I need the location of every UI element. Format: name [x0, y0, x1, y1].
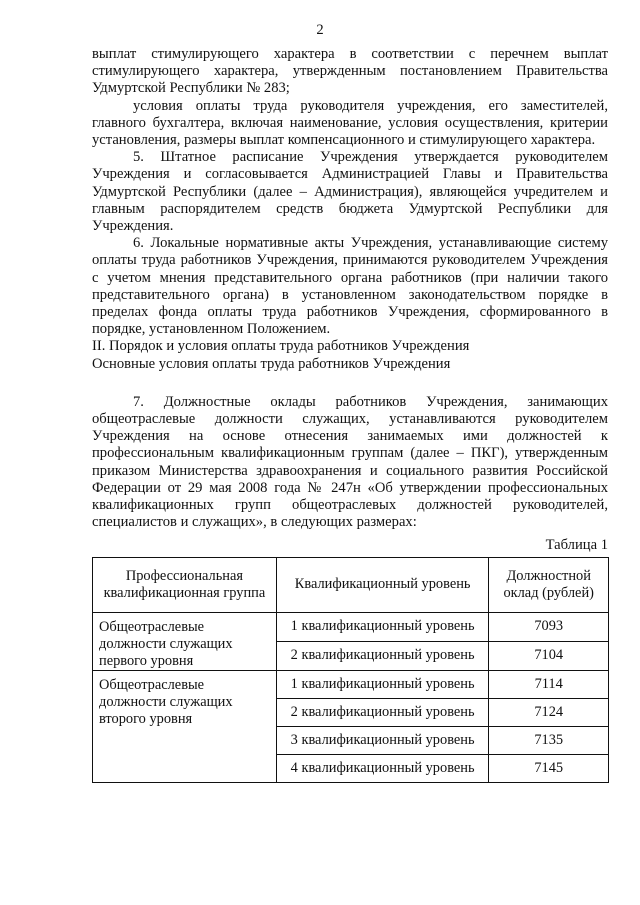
section-heading: II. Порядок и условия оплаты труда работников Учреждения: [92, 338, 470, 355]
page-number: 2: [316, 22, 324, 38]
table-header-row: [93, 557, 609, 612]
table-row: [93, 670, 609, 698]
level-cell: 2 квалификационный уровень: [276, 698, 489, 726]
paragraph-6: 6. Локальные нормативные акты Учреждения, устанавливающие систему оплаты труда работников Учреждения, принимаются руководителем Учреждения с учетом мнения представительного органа работников (при наличии такого представительного органа) в установленном законодательством порядке в пределах фонда оплаты труда работников Учреждения, сформированного в порядке, установленном Положением.: [92, 235, 608, 338]
salary-table: [92, 557, 609, 783]
level-cell: 3 квалификационный уровень: [276, 726, 489, 754]
group-cell: Общеотраслевые должности служащих первого уровня: [93, 612, 277, 670]
salary-cell: 7135: [489, 726, 609, 754]
paragraph-7: 7. Должностные оклады работников Учреждения, занимающих общеотраслевые должности служащих, устанавливаются руководителем Учреждения на основе отнесения занимаемых ими должностей к профессиональным квалификационным группам (далее – ПКГ), утвержденным приказом Министерства здравоохранения и социального развития Российской Федерации от 29 мая 2008 года № 247н «Об утверждении профессиональных квалификационных групп общеотраслевых должностей руководителей, специалистов и служащих», в следующих размерах:: [92, 393, 608, 531]
paragraph-5: 5. Штатное расписание Учреждения утверждается руководителем Учреждения и согласовывается Администрацией Главы и Правительства Удмуртской Республики (далее – Администрация), являющейся учредителем и главным распорядителем средств бюджета Удмуртской Республики для Учреждения.: [92, 149, 608, 235]
table-row: [93, 612, 609, 641]
salary-cell: 7114: [489, 670, 609, 698]
column-header-group: Профессиональная квалификационная группа: [93, 557, 277, 612]
salary-cell: 7093: [489, 612, 609, 641]
salary-cell: 7124: [489, 698, 609, 726]
salary-cell: 7104: [489, 641, 609, 670]
document-body: [92, 46, 608, 783]
paragraph-conditions: условия оплаты труда руководителя учреждения, его заместителей, главного бухгалтера, включая наименование, условия осуществления, критерии установления, размеры выплат компенсационного и стимулирующего характера.: [92, 97, 608, 149]
level-cell: 2 квалификационный уровень: [276, 641, 489, 670]
group-cell: Общеотраслевые должности служащих второго уровня: [93, 670, 277, 782]
column-header-salary: Должностной оклад (рублей): [489, 557, 609, 612]
salary-cell: 7145: [489, 754, 609, 782]
paragraph-continuation: выплат стимулирующего характера в соответствии с перечнем выплат стимулирующего характера, утвержденным постановлением Правительства Удмуртской Республики № 283;: [92, 46, 608, 97]
level-cell: 1 квалификационный уровень: [276, 612, 489, 641]
column-header-level: Квалификационный уровень: [276, 557, 489, 612]
level-cell: 4 квалификационный уровень: [276, 754, 489, 782]
level-cell: 1 квалификационный уровень: [276, 670, 489, 698]
table-caption: Таблица 1: [545, 537, 608, 554]
subsection-heading: Основные условия оплаты труда работников Учреждения: [92, 355, 451, 372]
